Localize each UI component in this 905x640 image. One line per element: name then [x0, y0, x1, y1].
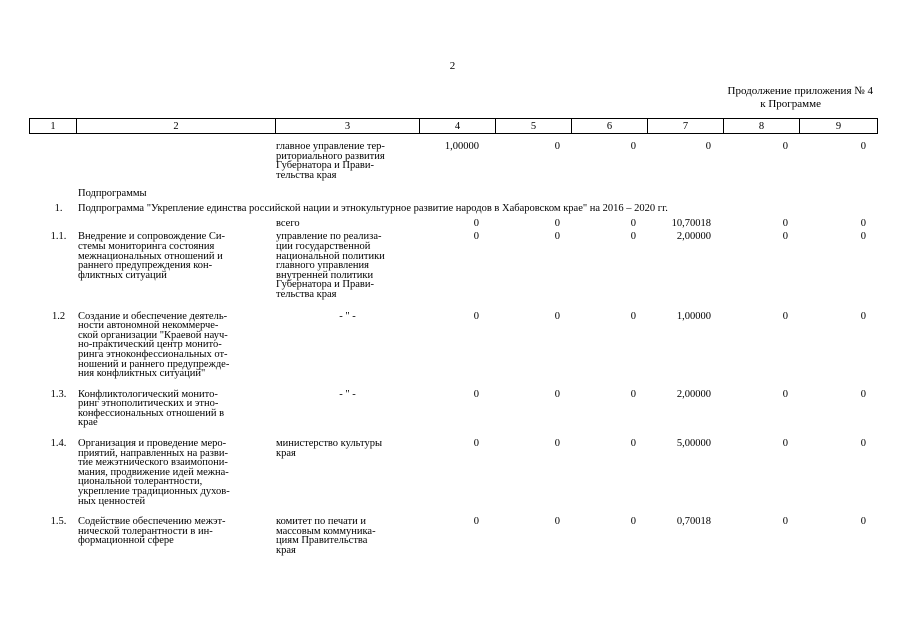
table-row	[29, 379, 877, 428]
value-cell: 0	[860, 310, 866, 322]
row-number: 1.5.	[50, 516, 67, 528]
activity-name	[76, 428, 275, 506]
value-cell: 0	[630, 388, 636, 400]
row-number: 1.1.	[50, 231, 67, 243]
continuation-line-2: к Программе	[760, 98, 821, 110]
value-cell: 0	[473, 438, 479, 450]
responsible-cell: - " -	[339, 310, 356, 322]
table-row	[29, 215, 877, 230]
header-cell: 1	[30, 119, 77, 134]
value-cell: 0	[554, 310, 560, 322]
value-cell: 0	[782, 231, 788, 243]
subprogram-title: Подпрограмма "Укрепление единства российской нации и этнокультурное развитие народов в Хабаровском крае" на 2016 – 2020 гг.	[78, 203, 668, 215]
value-cell: 5,00000	[676, 438, 711, 450]
value-cell: 0,70018	[676, 516, 711, 528]
activity-name-text: Создание и обеспечение деятель- ности автономной некоммерче- ской организации "Краевой науч- но-практический центр монито- ринга этноконфессиональных от- ношений и раннего предупрежде- ния конфликтных ситуаций"	[78, 310, 230, 380]
value-cell: 0	[860, 516, 866, 528]
value-cell: 0	[782, 516, 788, 528]
value-cell: 0	[860, 438, 866, 450]
activity-name	[76, 379, 275, 428]
responsible-text: министерство культуры края	[276, 438, 383, 459]
responsible-cell	[275, 230, 419, 299]
header-cell: 6	[572, 119, 648, 134]
responsible-cell	[275, 428, 419, 506]
header-cell: 4	[420, 119, 496, 134]
value-cell: 0	[705, 141, 711, 152]
value-cell: 0	[860, 218, 866, 230]
row-number: 1.	[54, 203, 63, 215]
value-cell: 1,00000	[444, 141, 479, 152]
activity-name	[76, 506, 275, 555]
page-number: 2	[449, 60, 456, 72]
activity-name-text: Содействие обеспечению межэт- нической толерантности в ин- формационной сфере	[78, 516, 226, 547]
table-row	[29, 180, 877, 200]
continuation-line-1: Продолжение приложения № 4	[727, 85, 873, 97]
subprograms-label: Подпрограммы	[78, 188, 147, 200]
value-cell: 0	[782, 438, 788, 450]
value-cell: 2,00000	[676, 388, 711, 400]
value-cell: 10,70018	[671, 218, 711, 230]
value-cell: 0	[554, 438, 560, 450]
value-cell: 0	[782, 310, 788, 322]
value-cell: 0	[473, 231, 479, 243]
value-cell: 0	[860, 231, 866, 243]
header-cell: 7	[648, 119, 724, 134]
table-row	[29, 506, 877, 555]
total-label: всего	[276, 218, 300, 230]
value-cell: 0	[630, 516, 636, 528]
value-cell: 0	[630, 231, 636, 243]
value-cell: 0	[630, 438, 636, 450]
header-cell: 8	[724, 119, 800, 134]
value-cell: 0	[860, 141, 866, 152]
table-row	[29, 142, 877, 180]
value-cell: 0	[554, 388, 560, 400]
value-cell: 0	[630, 218, 636, 230]
activity-name-text: Внедрение и сопровождение Си- стемы мониторинга состояния межнациональных отношений и раннего предупреждения кон- фликтных ситуаций	[78, 231, 225, 281]
row-number: 1.3.	[50, 388, 67, 400]
header-row	[30, 119, 878, 134]
value-cell: 0	[782, 218, 788, 230]
activity-name	[76, 230, 275, 299]
row-number: 1.2	[51, 310, 66, 322]
value-cell: 0	[554, 218, 560, 230]
header-cell: 2	[77, 119, 276, 134]
responsible-cell: - " -	[339, 388, 356, 400]
header-cell: 5	[496, 119, 572, 134]
table-row	[29, 230, 877, 299]
value-cell: 0	[782, 141, 788, 152]
value-cell: 0	[473, 516, 479, 528]
header-cell: 9	[800, 119, 878, 134]
value-cell: 0	[473, 218, 479, 230]
activity-name-text: Организация и проведение меро- приятий, направленных на разви- тие межэтнического взаимопони- мания, продвижение идей межна- циональной толерантности, укрепление традиционных духов- ных ценностей	[78, 438, 230, 507]
responsible-text: комитет по печати и массовым коммуника- циям Правительства края	[276, 516, 376, 556]
responsible-cell	[275, 142, 419, 180]
program-table	[29, 142, 877, 556]
value-cell: 0	[860, 388, 866, 400]
value-cell: 0	[554, 141, 560, 152]
value-cell: 0	[473, 388, 479, 400]
activity-name	[76, 300, 275, 379]
table-row	[29, 428, 877, 506]
value-cell: 0	[630, 141, 636, 152]
table-row	[29, 300, 877, 379]
value-cell: 0	[554, 516, 560, 528]
table-row	[29, 200, 877, 215]
value-cell: 0	[473, 310, 479, 322]
responsible-text: главное управление тер- риториального развития Губернатора и Прави- тельства края	[276, 141, 385, 181]
value-cell: 0	[630, 310, 636, 322]
responsible-text: управление по реализа- ции государственной национальной политики главного управления внутренней политики Губернатора и Прави- тельства края	[276, 231, 385, 300]
column-number-header	[29, 118, 878, 134]
value-cell: 1,00000	[676, 310, 711, 322]
row-number: 1.4.	[50, 438, 67, 450]
responsible-cell	[275, 506, 419, 555]
continuation-heading	[728, 85, 873, 111]
activity-name-text: Конфликтологический монито- ринг этнополитических и этно- конфессиональных отношений в крае	[78, 388, 225, 429]
header-cell: 3	[276, 119, 420, 134]
value-cell: 0	[782, 388, 788, 400]
value-cell: 0	[554, 231, 560, 243]
value-cell: 2,00000	[676, 231, 711, 243]
